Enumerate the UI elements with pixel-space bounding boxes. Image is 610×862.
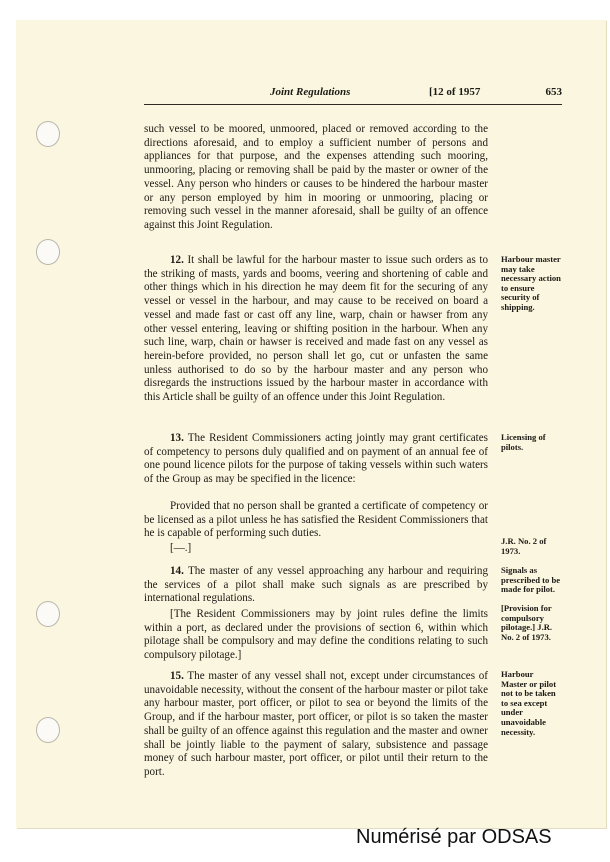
section-15-number: 15. <box>170 670 184 682</box>
punch-hole <box>36 601 60 627</box>
section-12-text: It shall be lawful for the harbour master to issue such orders as to the striking of masts, yards and booms, veering and shortening of cable and other things which in his direction he may deem fit for the securing of any vessel or vessel in the harbour, and may cause to be received on board a vessel and made fast or cast off any line, warp, chain or hawser from any other vessel entering, leaving or shifting position in the harbour. When any such line, warp, chain or hawser is received and made fast on any vessel as herein-before provided, no person shall let go, cut or unfasten the same unless authorised to do so by the harbour master and any person who disregards the instructions issued by the harbour master in accordance with this Article shall be guilty of an offence under this Joint Regulation. <box>144 254 488 404</box>
sidenote-section-14-amendment: [Provision for compulsory pilotage.] J.R. No. 2 of 1973. <box>501 603 553 642</box>
section-14-insert: [The Resident Commissioners may by joint rules define the limits within a port, as declared under the provisions of section 6, within which pilotage shall be compulsory and may define the conditions relating to such compulsory pilotage.] <box>144 608 488 662</box>
section-12 <box>144 254 488 405</box>
sidenote-section-13: Licensing of pilots. <box>501 432 546 452</box>
section-15-text: The master of any vessel shall not, except under circumstances of unavoidable necessity, without the consent of the harbour master or pilot take any harbour master, port officer, or pilot to sea or beyond the limits of the Group, and if the harbour master, port officer, or pilot is so taken the master shall be guilty of an offence against this regulation and the master and owner shall be jointly liable to the payment of salary, subsistence and passage money of such harbour master, port officer, or pilot until their return to the port. <box>144 670 489 778</box>
section-13 <box>144 432 488 487</box>
section-14-text: The master of any vessel approaching any harbour and requiring the services of a pilot shall make such signals as are prescribed by international regulations. <box>144 565 488 605</box>
section-13-number: 13. <box>170 432 184 444</box>
section-13-text: The Resident Commissioners acting jointly may grant certificates of competency to persons duly qualified and on payment of an annual fee of one pound licence pilots for the purpose of taking vessels within such waters of the Group as may be specified in the licence: <box>144 432 488 486</box>
sidenote-section-12: Harbour master may take necessary action to ensure security of shipping. <box>501 254 561 312</box>
section-14 <box>144 565 488 606</box>
section-13-omitted: [—.] <box>170 542 192 554</box>
page-number: 653 <box>545 86 562 98</box>
punch-hole <box>36 121 60 147</box>
section-14-number: 14. <box>170 565 184 577</box>
sidenote-section-13-amendment: J.R. No. 2 of 1973. <box>501 536 547 556</box>
paragraph-continuation: such vessel to be moored, unmoored, placed or removed according to the directions aforesaid, and to employ a sufficient number of persons and appliances for that purpose, and the expenses attending such mooring, unmooring, placing or removing shall be paid by the master or owner of the vessel. Any person who hinders or causes to be hindered the harbour master or any person employed by him in mooring or unmooring, placing or removing such vessel in the manner aforesaid, shall be guilty of an offence against this Joint Regulation. <box>144 123 488 231</box>
section-15 <box>144 670 488 780</box>
section-12-number: 12. <box>170 254 184 266</box>
section-13-proviso: Provided that no person shall be granted a certificate of competency or be licensed as a pilot unless he has satisfied the Resident Commissioners that he is capable of performing such duties. <box>144 500 488 540</box>
sidenote-section-15: Harbour Master or pilot not to be taken to sea except under unavoidable necessity. <box>501 669 557 737</box>
running-header <box>144 86 562 102</box>
header-title: Joint Regulations <box>270 86 351 98</box>
punch-hole <box>36 239 60 265</box>
header-rule <box>144 104 562 105</box>
sidenote-section-14: Signals as prescribed to be made for pilot. <box>501 565 561 595</box>
header-regulation-ref: [12 of 1957 <box>429 86 481 98</box>
punch-hole <box>36 717 60 743</box>
scan-credit: Numérisé par ODSAS <box>356 826 552 848</box>
